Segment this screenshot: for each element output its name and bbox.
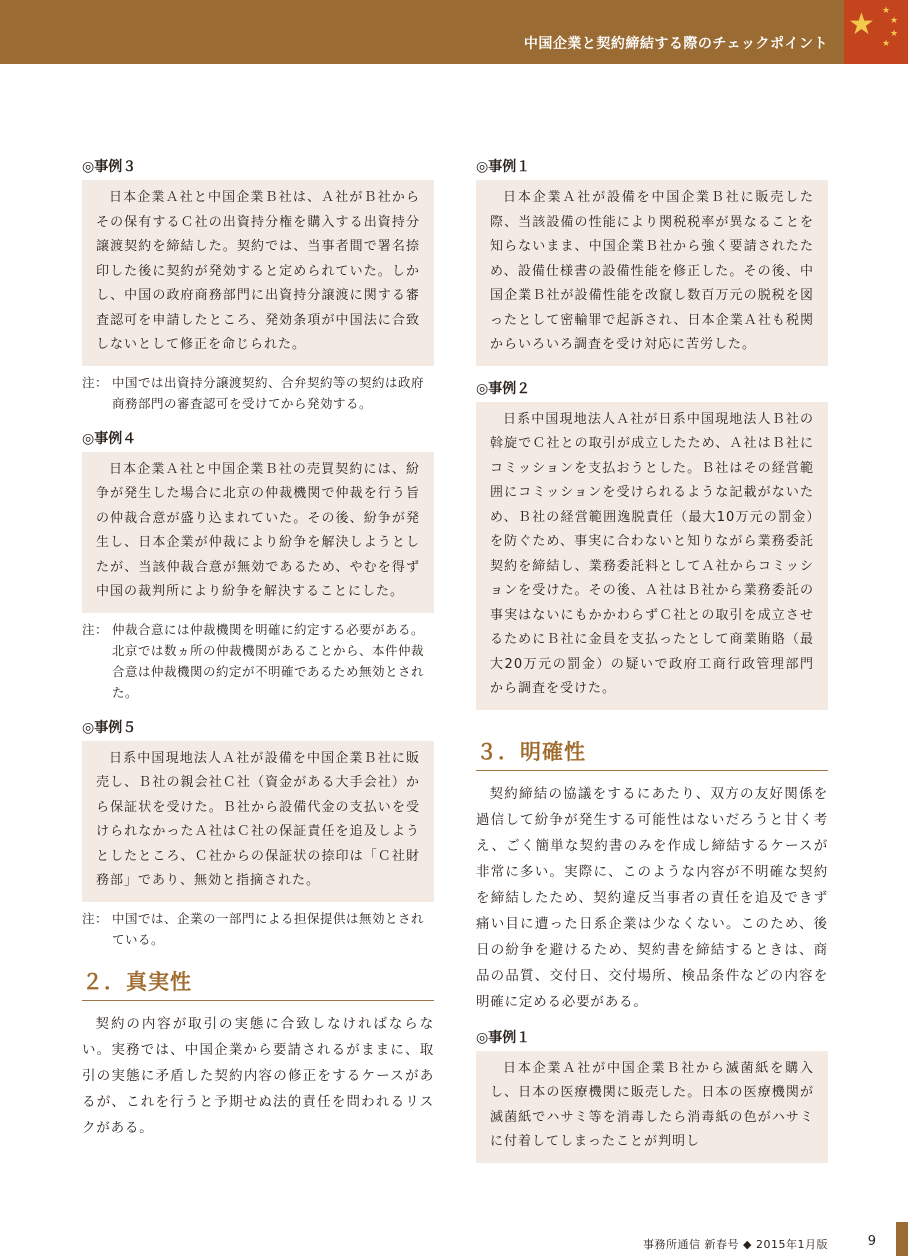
section-3-heading xyxy=(476,736,828,771)
section-3-title: ３．明確性 xyxy=(476,738,586,764)
left-column xyxy=(82,150,434,1151)
small-star-icon: ★ xyxy=(882,6,891,16)
china-flag-icon xyxy=(844,0,908,64)
case-4-note xyxy=(82,619,434,703)
case-1-label: ◎事例１ xyxy=(476,159,531,175)
small-star-icon: ★ xyxy=(882,39,891,49)
section-2-body: 契約の内容が取引の実態に合致しなければならない。実務では、中国企業から要請されるがままに、取引の実態に矛盾した契約内容の修正をするケースがあるが、これを行うと予期せぬ法的責任を問われるリスクがある。 xyxy=(82,1015,434,1136)
small-star-icon: ★ xyxy=(890,16,899,26)
page-header xyxy=(0,0,908,64)
header-title: 中国企業と契約締結する際のチェックポイント xyxy=(523,36,828,52)
case-3-label: ◎事例３ xyxy=(82,159,137,175)
case-4-box: 日本企業Ａ社と中国企業Ｂ社の売買契約には、紛争が発生した場合に北京の仲裁機関で仲裁を行う旨の仲裁合意が盛り込まれていた。その後、紛争が発生し、日本企業が仲裁により紛争を解決しようとしたが、当該仲裁合意が無効であるため、やむを得ず中国の裁判所により紛争を解決することにした。 xyxy=(82,452,434,613)
page-accent-bar xyxy=(896,1222,908,1256)
right-column xyxy=(476,150,828,1169)
note-prefix: 注： xyxy=(82,910,109,926)
page-number: 9 xyxy=(867,1234,876,1249)
case-5-box: 日系中国現地法人Ａ社が設備を中国企業Ｂ社に販売し、Ｂ社の親会社Ｃ社（資金がある大手会社）から保証状を受けた。Ｂ社から設備代金の支払いを受けられなかったＡ社はＣ社の保証責任を追及しようとしたところ、Ｃ社からの保証状の捺印は「Ｃ社財務部」であり、無効と指摘された。 xyxy=(82,741,434,902)
section-2-title: ２．真実性 xyxy=(82,968,192,994)
section-3-body: 契約締結の協議をするにあたり、双方の友好関係を過信して紛争が発生する可能性はないだろうと甘く考え、ごく簡単な契約書のみを作成し締結するケースが非常に多い。実際に、このような内容が不明確な契約を締結したため、契約違反当事者の責任を追及できず痛い目に遭った日系企業は少なくない。このため、後日の紛争を避けるため、契約書を締結するときは、商品の品質、交付日、交付場所、検品条件などの内容を明確に定める必要がある。 xyxy=(476,785,828,1010)
case-4-label: ◎事例４ xyxy=(82,430,137,447)
section-3-case-1-label: ◎事例１ xyxy=(476,1029,531,1046)
small-star-icon: ★ xyxy=(890,29,899,39)
note-text: 仲裁合意には仲裁機関を明確に約定する必要がある。北京では数ヵ所の仲裁機関があることから、本件仲裁合意は仲裁機関の約定が不明確であるため無効とされた。 xyxy=(112,621,425,700)
section-3-case-1-box: 日本企業Ａ社が中国企業Ｂ社から滅菌紙を購入し、日本の医療機関に販売した。日本の医療機関が滅菌紙でハサミ等を消毒したら消毒紙の色がハサミに付着してしまったことが判明し xyxy=(476,1051,828,1163)
case-2-label: ◎事例２ xyxy=(476,380,531,397)
large-star-icon: ★ xyxy=(848,7,875,42)
case-3-note xyxy=(82,372,434,414)
note-prefix: 注： xyxy=(82,374,109,390)
case-5-label: ◎事例５ xyxy=(82,719,137,736)
case-1-box: 日本企業Ａ社が設備を中国企業Ｂ社に販売した際、当該設備の性能により関税税率が異なることを知らないまま、中国企業Ｂ社から強く要請されたため、設備仕様書の設備性能を修正した。その後、中国企業Ｂ社が設備性能を改竄し数百万元の脱税を図ったとして密輸罪で起訴され、日本企業Ａ社も税関からいろいろ調査を受け対応に苦労した。 xyxy=(476,180,828,366)
case-3-box: 日本企業Ａ社と中国企業Ｂ社は、Ａ社がＢ社からその保有するＣ社の出資持分権を購入する出資持分譲渡契約を締結した。契約では、当事者間で署名捺印した後に契約が発効すると定められていた。しかし、中国の政府商務部門に出資持分譲渡に関する審査認可を申請したところ、発効条項が中国法に合致しないとして修正を命じられた。 xyxy=(82,180,434,366)
note-text: 中国では出資持分譲渡契約、合弁契約等の契約は政府商務部門の審査認可を受けてから発効する。 xyxy=(112,374,425,411)
footer-label: 事務所通信 新春号 ◆ 2015年1月版 xyxy=(643,1238,828,1251)
section-2-heading xyxy=(82,966,434,1001)
case-2-box: 日系中国現地法人Ａ社が日系中国現地法人Ｂ社の斡旋でＣ社との取引が成立したため、Ａ社はＢ社にコミッションを支払おうとした。Ｂ社はその経営範囲にコミッションを受けられるような記載がないため、Ｂ社の経営範囲逸脱責任（最大10万元の罰金）を防ぐため、事実に合わないと知りながら業務委託契約を締結し、業務委託料としてＡ社からコミッションを受けた。その後、Ａ社はＢ社から業務委託の事実はないにもかかわらずＣ社との取引を成立させるためにＢ社に金員を支払ったとして商業賄賂（最大20万元の罰金）の疑いで政府工商行政管理部門から調査を受けた。 xyxy=(476,402,828,710)
case-5-note xyxy=(82,908,434,950)
note-prefix: 注： xyxy=(82,621,109,637)
note-text: 中国では、企業の一部門による担保提供は無効とされている。 xyxy=(112,910,425,947)
